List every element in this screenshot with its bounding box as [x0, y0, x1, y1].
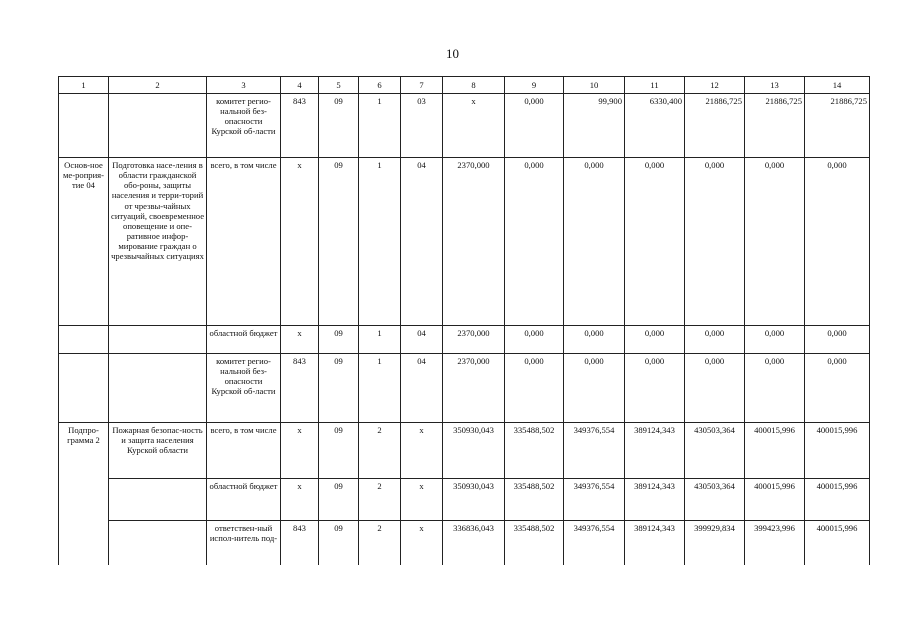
cell-value: 389124,343 [625, 521, 685, 565]
cell-value: 0,000 [685, 354, 745, 423]
cell-value: 0,000 [505, 94, 564, 158]
cell-grbs: 843 [281, 354, 319, 423]
cell-code: 2 [359, 521, 401, 565]
column-header: 14 [805, 77, 870, 94]
cell-value: 0,000 [564, 354, 625, 423]
column-header: 13 [745, 77, 805, 94]
cell-value: 0,000 [505, 354, 564, 423]
cell-value: 0,000 [805, 354, 870, 423]
cell-value: 2370,000 [443, 158, 505, 326]
cell-name [109, 326, 207, 354]
cell-value: 400015,996 [745, 479, 805, 521]
cell-value: 349376,554 [564, 521, 625, 565]
cell-value: 0,000 [625, 354, 685, 423]
cell-value: 349376,554 [564, 423, 625, 479]
cell-code: 1 [359, 158, 401, 326]
cell-source: областной бюджет [207, 326, 281, 354]
cell-code: 03 [401, 94, 443, 158]
cell-value: 336836,043 [443, 521, 505, 565]
cell-code: 1 [359, 94, 401, 158]
budget-table [58, 76, 870, 565]
cell-value: 0,000 [685, 326, 745, 354]
column-header: 5 [319, 77, 359, 94]
cell-activity [59, 354, 109, 423]
cell-code: х [401, 479, 443, 521]
table-row [59, 158, 870, 326]
cell-code: 09 [319, 158, 359, 326]
cell-name [109, 354, 207, 423]
cell-value: 399929,834 [685, 521, 745, 565]
cell-code: х [401, 521, 443, 565]
cell-value: 0,000 [564, 158, 625, 326]
cell-activity [59, 94, 109, 158]
page-number: 10 [446, 46, 459, 61]
table-row [59, 521, 870, 565]
cell-code: 2 [359, 479, 401, 521]
cell-value: 400015,996 [745, 423, 805, 479]
table-row [59, 423, 870, 479]
cell-value: 0,000 [505, 158, 564, 326]
cell-value: 349376,554 [564, 479, 625, 521]
column-header: 1 [59, 77, 109, 94]
cell-source: всего, в том числе [207, 423, 281, 479]
cell-code: 09 [319, 326, 359, 354]
header-row [59, 77, 870, 94]
cell-code: 1 [359, 354, 401, 423]
cell-grbs: х [281, 158, 319, 326]
cell-code: 09 [319, 94, 359, 158]
cell-value: 2370,000 [443, 354, 505, 423]
cell-code: 04 [401, 354, 443, 423]
cell-value: 0,000 [745, 326, 805, 354]
cell-value: 389124,343 [625, 479, 685, 521]
cell-name: Пожарная безопас-ность и защита населения Курской области [109, 423, 207, 479]
cell-value: 0,000 [745, 158, 805, 326]
cell-value: 335488,502 [505, 423, 564, 479]
cell-value: 6330,400 [625, 94, 685, 158]
cell-code: 04 [401, 158, 443, 326]
cell-code: 09 [319, 479, 359, 521]
cell-value: 0,000 [505, 326, 564, 354]
cell-code: 09 [319, 354, 359, 423]
cell-value: 400015,996 [805, 423, 870, 479]
cell-value: 0,000 [685, 158, 745, 326]
cell-value: 430503,364 [685, 423, 745, 479]
cell-value: 400015,996 [805, 521, 870, 565]
cell-code: 1 [359, 326, 401, 354]
cell-name [109, 521, 207, 565]
column-header: 7 [401, 77, 443, 94]
cell-value: 99,900 [564, 94, 625, 158]
cell-grbs: 843 [281, 94, 319, 158]
cell-value: 389124,343 [625, 423, 685, 479]
column-header: 3 [207, 77, 281, 94]
cell-grbs: х [281, 423, 319, 479]
column-header: 2 [109, 77, 207, 94]
cell-code: 09 [319, 423, 359, 479]
table-row [59, 354, 870, 423]
cell-source: комитет регио-нальной без-опасности Курской об-ласти [207, 354, 281, 423]
cell-code: х [401, 423, 443, 479]
cell-grbs: х [281, 326, 319, 354]
cell-code: 09 [319, 521, 359, 565]
cell-grbs: х [281, 479, 319, 521]
cell-value: 21886,725 [805, 94, 870, 158]
cell-value: 400015,996 [805, 479, 870, 521]
column-header: 8 [443, 77, 505, 94]
cell-value: 0,000 [805, 158, 870, 326]
cell-value: х [443, 94, 505, 158]
cell-source: ответствен-ный испол-нитель под- [207, 521, 281, 565]
column-header: 6 [359, 77, 401, 94]
cell-value: 0,000 [805, 326, 870, 354]
cell-name [109, 94, 207, 158]
cell-source: всего, в том числе [207, 158, 281, 326]
cell-name: Подготовка насе-ления в области гражданской обо-роны, защиты населения и терри-торий от чрезвы-чайных ситуаций, своевременное оповещение и опе-ративное инфор-мирование граждан о чрезвычайных ситуациях [109, 158, 207, 326]
column-header: 9 [505, 77, 564, 94]
cell-value: 335488,502 [505, 479, 564, 521]
cell-code: 04 [401, 326, 443, 354]
cell-value: 335488,502 [505, 521, 564, 565]
table-row [59, 326, 870, 354]
cell-source: областной бюджет [207, 479, 281, 521]
cell-value: 0,000 [564, 326, 625, 354]
cell-value: 350930,043 [443, 479, 505, 521]
cell-value: 0,000 [745, 354, 805, 423]
cell-value: 430503,364 [685, 479, 745, 521]
cell-value: 350930,043 [443, 423, 505, 479]
column-header: 12 [685, 77, 745, 94]
cell-source: комитет регио-нальной без-опасности Курской об-ласти [207, 94, 281, 158]
cell-activity: Основ-ное ме-роприя-тие 04 [59, 158, 109, 326]
cell-activity [59, 326, 109, 354]
column-header: 4 [281, 77, 319, 94]
table-row [59, 479, 870, 521]
cell-value: 21886,725 [685, 94, 745, 158]
column-header: 10 [564, 77, 625, 94]
cell-value: 0,000 [625, 158, 685, 326]
cell-value: 399423,996 [745, 521, 805, 565]
cell-value: 0,000 [625, 326, 685, 354]
cell-value: 21886,725 [745, 94, 805, 158]
cell-code: 2 [359, 423, 401, 479]
column-header: 11 [625, 77, 685, 94]
cell-grbs: 843 [281, 521, 319, 565]
table-row [59, 94, 870, 158]
cell-activity: Подпро-грамма 2 [59, 423, 109, 565]
cell-name [109, 479, 207, 521]
cell-value: 2370,000 [443, 326, 505, 354]
